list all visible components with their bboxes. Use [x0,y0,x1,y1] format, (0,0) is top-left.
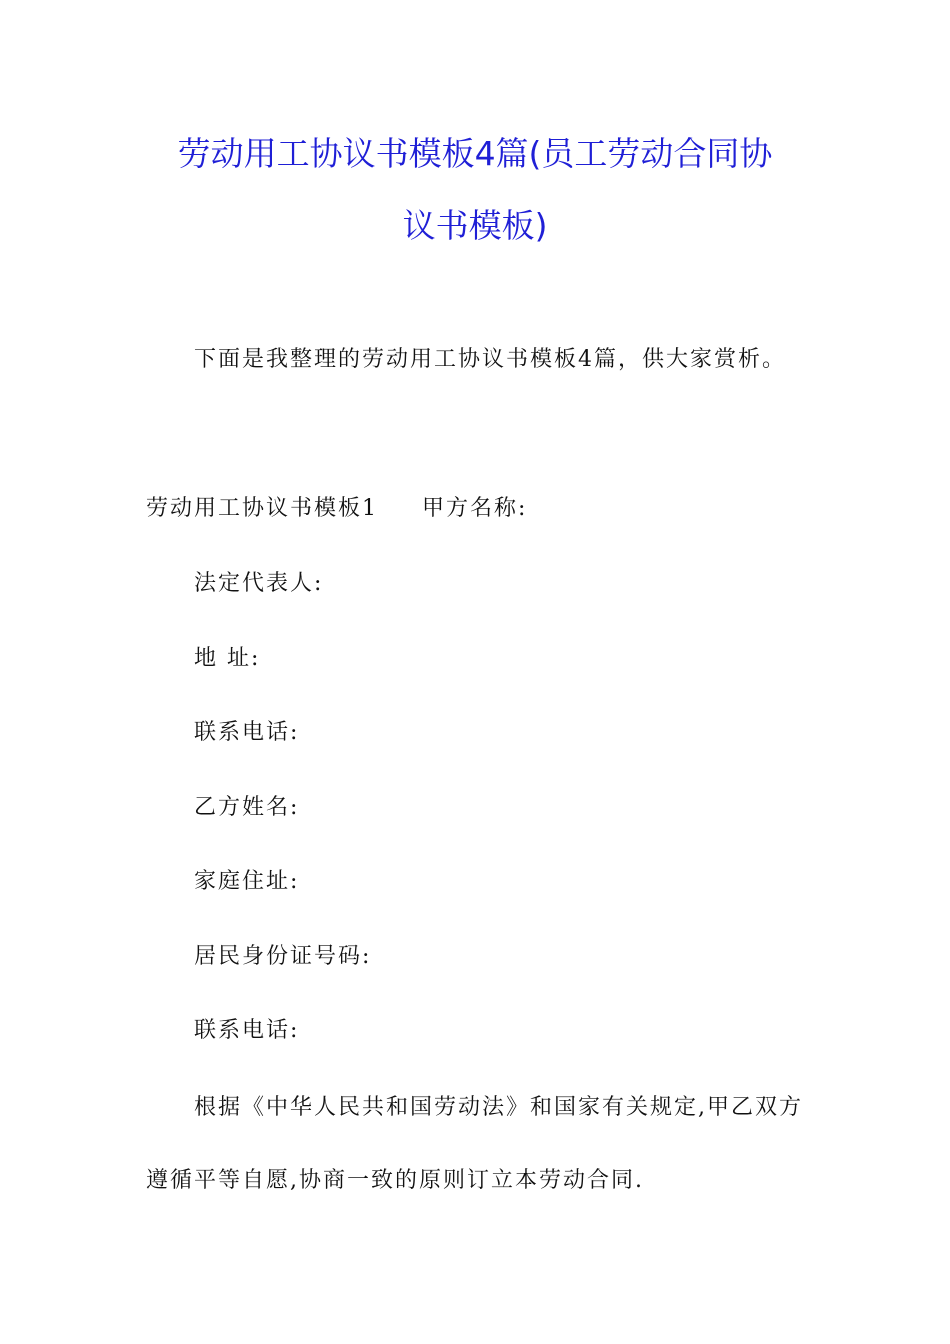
address-label: 地 址: [194,646,261,671]
home-address-label: 家庭住址: [194,869,300,894]
party-a-phone-label: 联系电话: [194,720,300,745]
party-b-phone-label: 联系电话: [194,1018,300,1043]
party-b-name-label: 乙方姓名: [194,795,300,820]
party-a-name-label: 甲方名称: [422,496,528,521]
document-title-line-2: 议书模板) [402,206,548,245]
intro-paragraph: 下面是我整理的劳动用工协议书模板4篇，供大家赏析。 [194,347,786,372]
section-heading-row [146,494,527,524]
basis-paragraph-line-1: 根据《中华人民共和国劳动法》和国家有关规定,甲乙双方 [194,1095,803,1120]
id-number-label: 居民身份证号码: [194,944,372,969]
document-title-line-1: 劳动用工协议书模板4篇(员工劳动合同协 [177,134,773,173]
section-heading: 劳动用工协议书模板1 [146,496,378,521]
basis-paragraph-line-2: 遵循平等自愿,协商一致的原则订立本劳动合同. [146,1168,644,1193]
legal-representative-label: 法定代表人: [194,571,324,596]
